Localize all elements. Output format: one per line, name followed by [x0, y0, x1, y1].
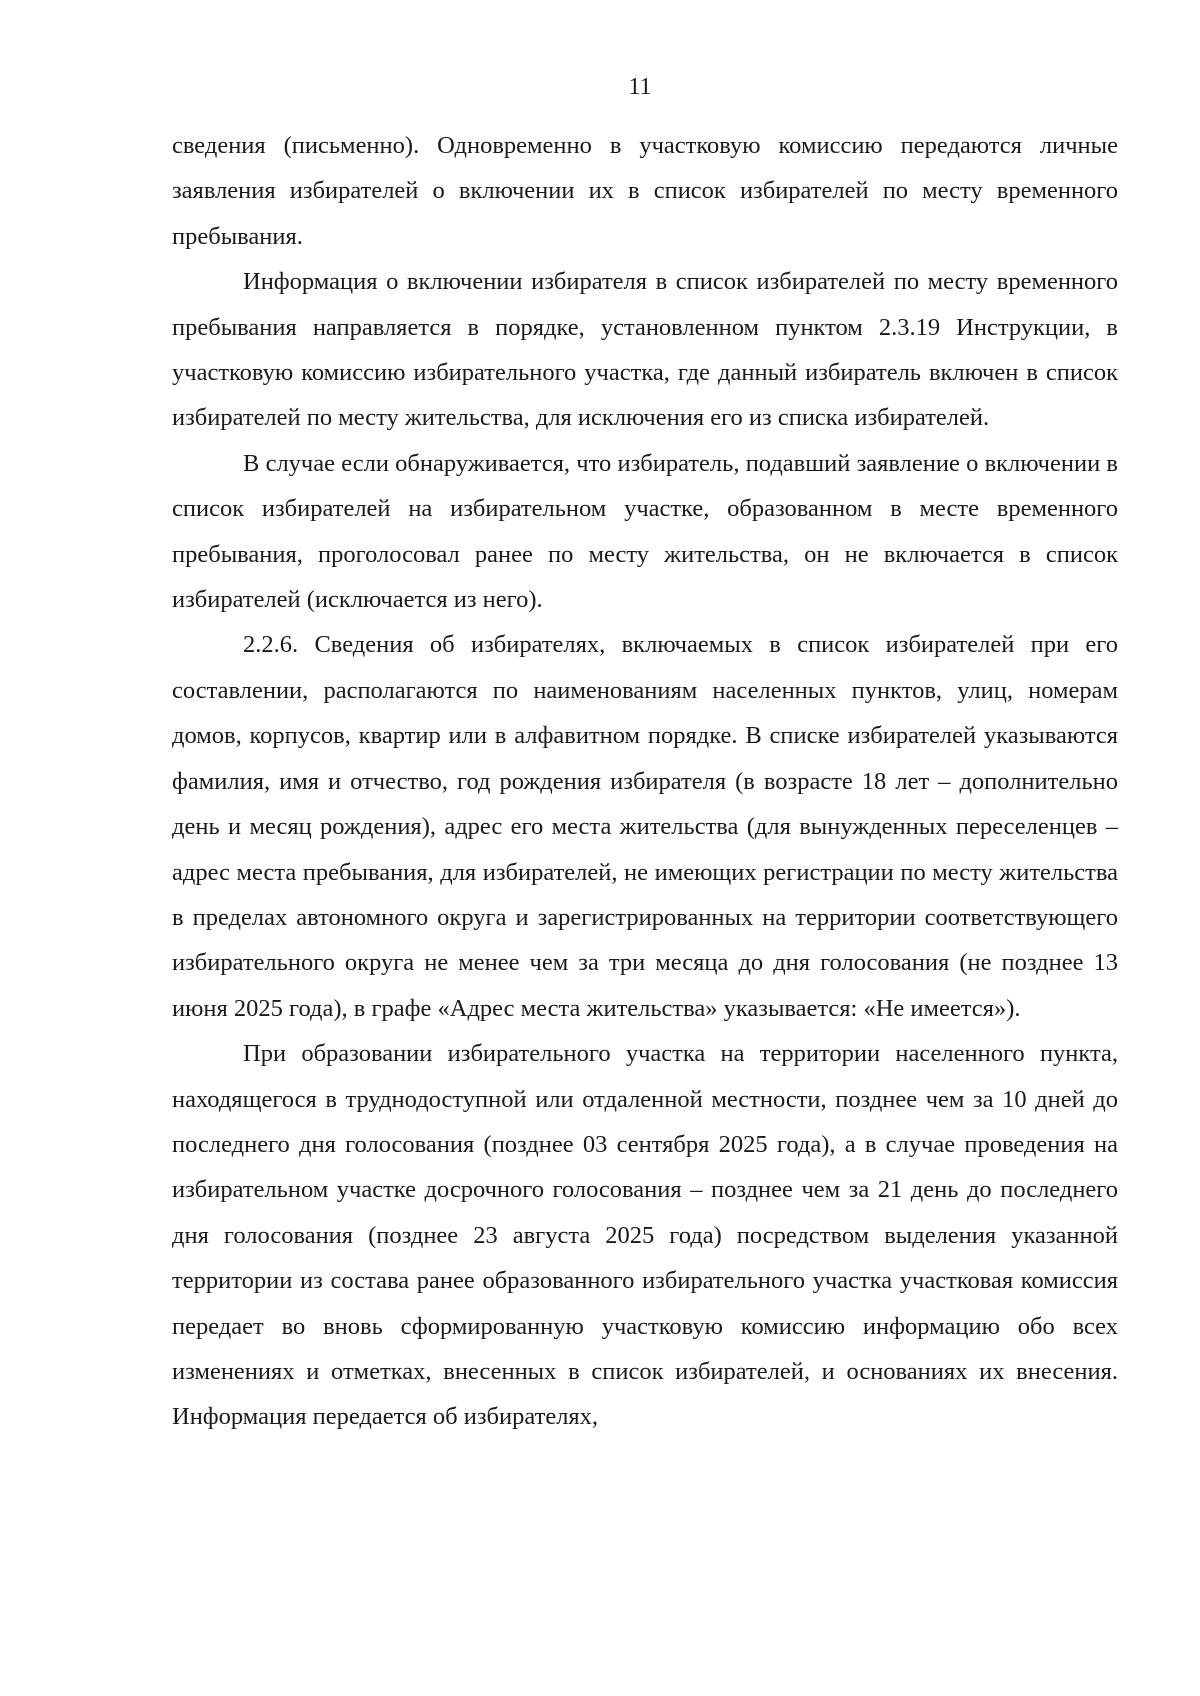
- paragraph-info-inclusion: Информация о включении избирателя в список избирателей по месту временного пребывания направляется в порядке, установленном пунктом 2.3.19 Инструкции, в участковую комиссию избирательного участка, где данный избиратель включен в список избирателей по месту жительства, для исключения его из списка избирателей.: [172, 268, 1118, 432]
- paragraph-voted-earlier: В случае если обнаруживается, что избиратель, подавший заявление о включении в список избирателей на избирательном участке, образованном в месте временного пребывания, проголосовал ранее по месту жительства, он не включается в список избирателей (исключается из него).: [172, 449, 1118, 614]
- paragraph-continuation: сведения (письменно). Одновременно в участковую комиссию передаются личные заявления избирателей о включении их в список избирателей по месту временного пребывания.: [172, 132, 1118, 250]
- paragraph-section-2-2-6: 2.2.6. Сведения об избирателях, включаемых в список избирателей при его составлении, располагаются по наименованиям населенных пунктов, улиц, номерам домов, корпусов, квартир или в алфавитном порядке. В списке избирателей указываются фамилия, имя и отчество, год рождения избирателя (в возрасте 18 лет – дополнительно день и месяц рождения), адрес его места жительства (для вынужденных переселенцев – адрес места пребывания, для избирателей, не имеющих регистрации по месту жительства в пределах автономного округа и зарегистрированных на территории соответствующего избирательного округа не менее чем за три месяца до дня голосования (не позднее 13 июня 2025 года), в графе «Адрес места жительства» указывается: «Не имеется»).: [172, 631, 1118, 1022]
- paragraph-remote-area-precinct: При образовании избирательного участка на территории населенного пункта, находящегося в труднодоступной или отдаленной местности, позднее чем за 10 дней до последнего дня голосования (позднее 03 сентября 2025 года), а в случае проведения на избирательном участке досрочного голосования – позднее чем за 21 день до последнего дня голосования (позднее 23 августа 2025 года) посредством выделения указанной территории из состава ранее образованного избирательного участка участковая комиссия передает во вновь сформированную участковую комиссию информацию обо всех изменениях и отметках, внесенных в список избирателей, и основаниях их внесения. Информация передается об избирателях,: [172, 1040, 1118, 1431]
- document-body: [172, 123, 1118, 1440]
- page-number: 11: [628, 74, 652, 100]
